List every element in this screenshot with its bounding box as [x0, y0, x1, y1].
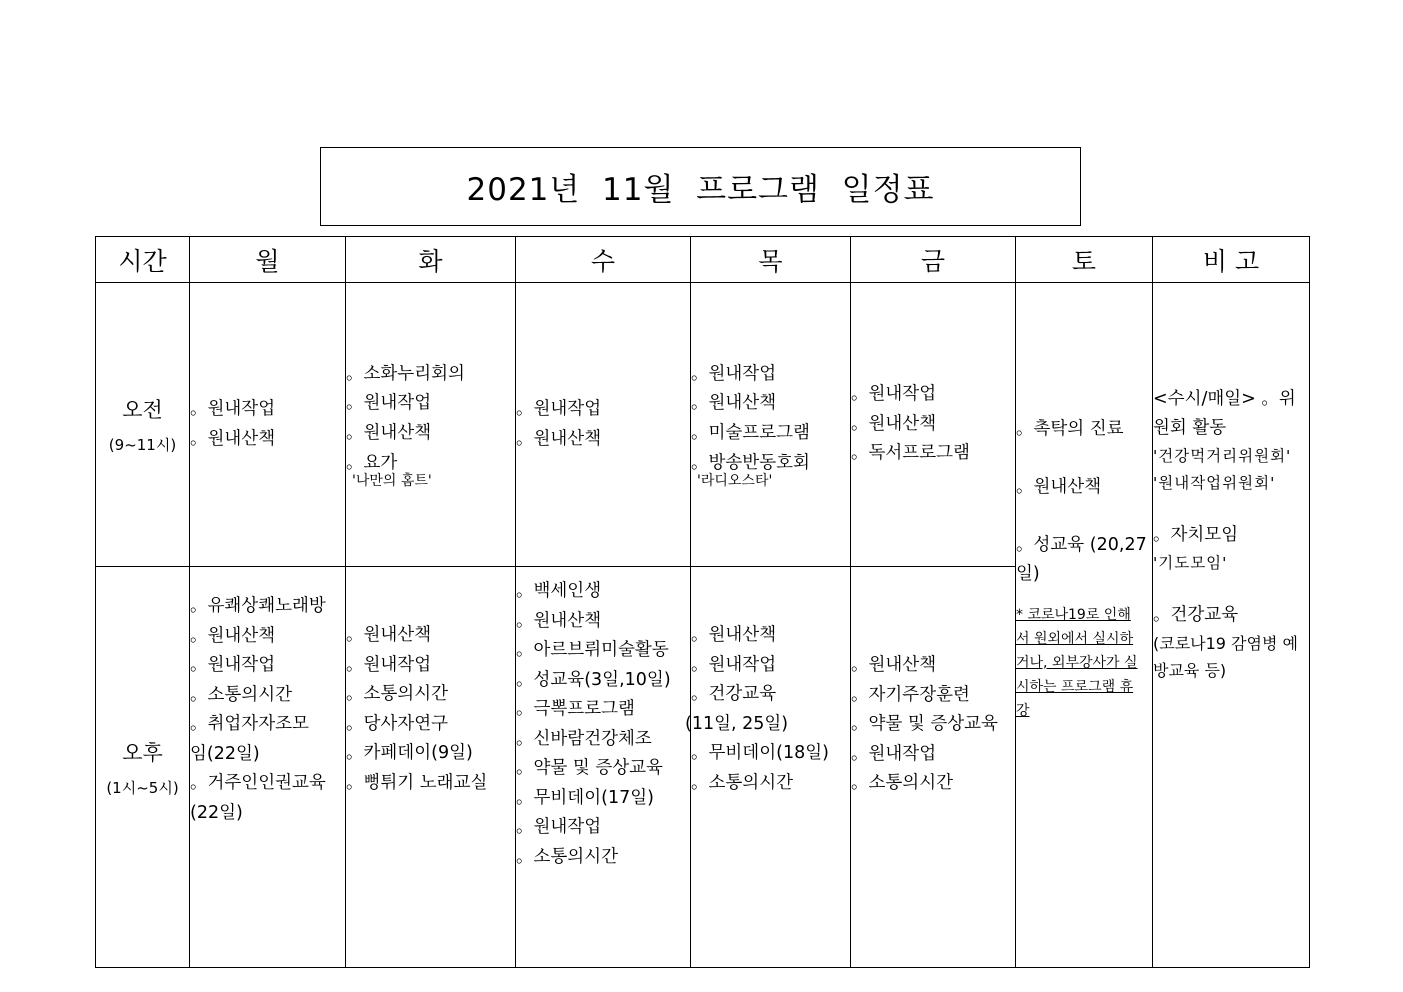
list-item: 。약물 및 증상교육 [516, 758, 663, 778]
list-item: 。원내산책 [851, 655, 937, 675]
list-item: 。원내산책 [190, 625, 276, 646]
header-mon: 월 [190, 237, 346, 283]
page-title: 2021년 11월 프로그램 일정표 [466, 172, 935, 208]
list-item: 。당사자연구 [346, 713, 449, 734]
list-item: 。방송반동호회 [691, 453, 810, 474]
list-item: 。미술프로그램 [691, 422, 810, 443]
list-item: 。약물 및 증상교육 [851, 714, 998, 734]
list-item: 。아르브뤼미술활동 [516, 640, 669, 660]
list-item: 。무비데이(17일) [516, 787, 654, 808]
list-item: 。원내산책 [691, 393, 777, 414]
sat-cell [1016, 283, 1153, 968]
list-item: 。뻥튀기 노래교실 [346, 772, 488, 793]
list-item: 。소통의시간 [516, 846, 619, 867]
am-hours: (9~11시) [108, 436, 177, 454]
list-item: 。촉탁의 진료 [1016, 419, 1124, 439]
list-item: 。자치모임 [1153, 525, 1239, 545]
list-item: 。원내산책 [346, 625, 432, 645]
list-item: 。원내작업 [516, 817, 602, 837]
covid-notice: * 코로나19로 인해서 원외에서 실시하거나, 외부강사가 실시하는 프로그램 휴강 [1016, 607, 1138, 719]
am-tue-cell [346, 283, 516, 567]
list-item: 。위원회 활동 [1153, 389, 1296, 438]
am-thu-cell [691, 283, 851, 567]
am-wed-cell [516, 283, 691, 567]
header-remarks: 비 고 [1153, 237, 1310, 283]
list-item: 。원내산책 [346, 422, 432, 443]
list-item: 。독서프로그램 [851, 443, 970, 464]
am-mon-cell [190, 283, 346, 567]
list-item: 。원내작업 [691, 363, 777, 384]
list-item: 。원내작업 [346, 393, 432, 414]
list-item: 。원내작업 [851, 384, 937, 405]
list-item: 。소통의시간 [851, 773, 954, 793]
list-item: 。거주인인권교육 [190, 773, 326, 793]
list-item: 。원내산책 [1016, 477, 1102, 497]
list-item: (22일) [190, 802, 243, 823]
list-item: 。요가 [346, 453, 398, 474]
list-item: 。유쾌상쾌노래방 [190, 596, 326, 616]
pm-label: 오후 [122, 740, 163, 765]
header-fri: 금 [851, 237, 1016, 283]
list-item: 。원내산책 [190, 428, 276, 449]
page-title-box [320, 147, 1081, 226]
list-item: 임(22일) [190, 743, 260, 764]
list-item: 。자기주장훈련 [851, 684, 970, 705]
list-item: 。원내산책 [516, 610, 602, 631]
header-wed: 수 [516, 237, 691, 283]
list-item: 。원내작업 [190, 655, 276, 675]
list-item: 。원내작업 [516, 399, 602, 419]
pm-hours: (1시~5시) [106, 778, 179, 797]
header-thu: 목 [691, 237, 851, 283]
list-item: 。소화누리회의 [346, 363, 465, 384]
list-item: 。소통의시간 [346, 684, 449, 704]
list-item: 。건강교육 [691, 684, 777, 704]
list-item-note: '원내작업위원회' [1153, 474, 1276, 492]
list-item: 。원내작업 [691, 654, 777, 675]
am-row [96, 283, 1310, 567]
list-item-note: '기도모임' [1153, 554, 1228, 572]
list-item: 。카페데이(9일) [346, 743, 473, 763]
am-label: 오전 [122, 398, 163, 422]
list-item: 。소통의시간 [190, 684, 293, 705]
list-item: 。성교육 [1016, 535, 1085, 555]
list-item: 。원내산책 [691, 625, 777, 645]
list-item: 。성교육(3일,10일) [516, 669, 671, 690]
list-item: 。원내작업 [851, 743, 937, 764]
list-item-note: (코로나19 감염병 예방교육 등) [1153, 634, 1298, 680]
list-item: 。원내산책 [516, 428, 602, 449]
list-item-note: '건강먹거리위원회' [1153, 447, 1292, 465]
header-tue: 화 [346, 237, 516, 283]
list-item: 。극뽁프로그램 [516, 699, 635, 719]
schedule-table [95, 236, 1310, 968]
header-time: 시간 [96, 237, 190, 283]
list-item: 。원내작업 [346, 654, 432, 675]
list-item-note: '라디오스타' [697, 473, 773, 490]
list-item: 。신바람건강체조 [516, 728, 652, 749]
list-item: 。무비데이(18일) [691, 743, 829, 763]
pm-wed-cell [516, 567, 691, 968]
pm-time-cell [96, 567, 190, 968]
list-item: 。백세인생 [516, 581, 602, 601]
remarks-heading: <수시/매일> [1153, 389, 1256, 409]
pm-mon-cell [190, 567, 346, 968]
list-item-note: '나만의 홈트' [352, 473, 432, 490]
pm-fri-cell [851, 567, 1016, 968]
list-item: 。원내작업 [190, 399, 276, 419]
list-item: 。건강교육 [1153, 605, 1239, 625]
header-row [96, 237, 1310, 283]
am-time-cell [96, 283, 190, 567]
list-item: (11일, 25일) [685, 713, 789, 734]
am-fri-cell [851, 283, 1016, 567]
pm-thu-cell [685, 567, 851, 968]
remarks-cell [1153, 283, 1310, 968]
header-sat: 토 [1016, 237, 1153, 283]
list-item: 。소통의시간 [691, 772, 794, 793]
pm-tue-cell [346, 567, 516, 968]
list-item: 。취업자자조모 [190, 714, 309, 734]
list-item: (20,27일) [1016, 535, 1147, 584]
list-item: 。원내산책 [851, 413, 937, 434]
